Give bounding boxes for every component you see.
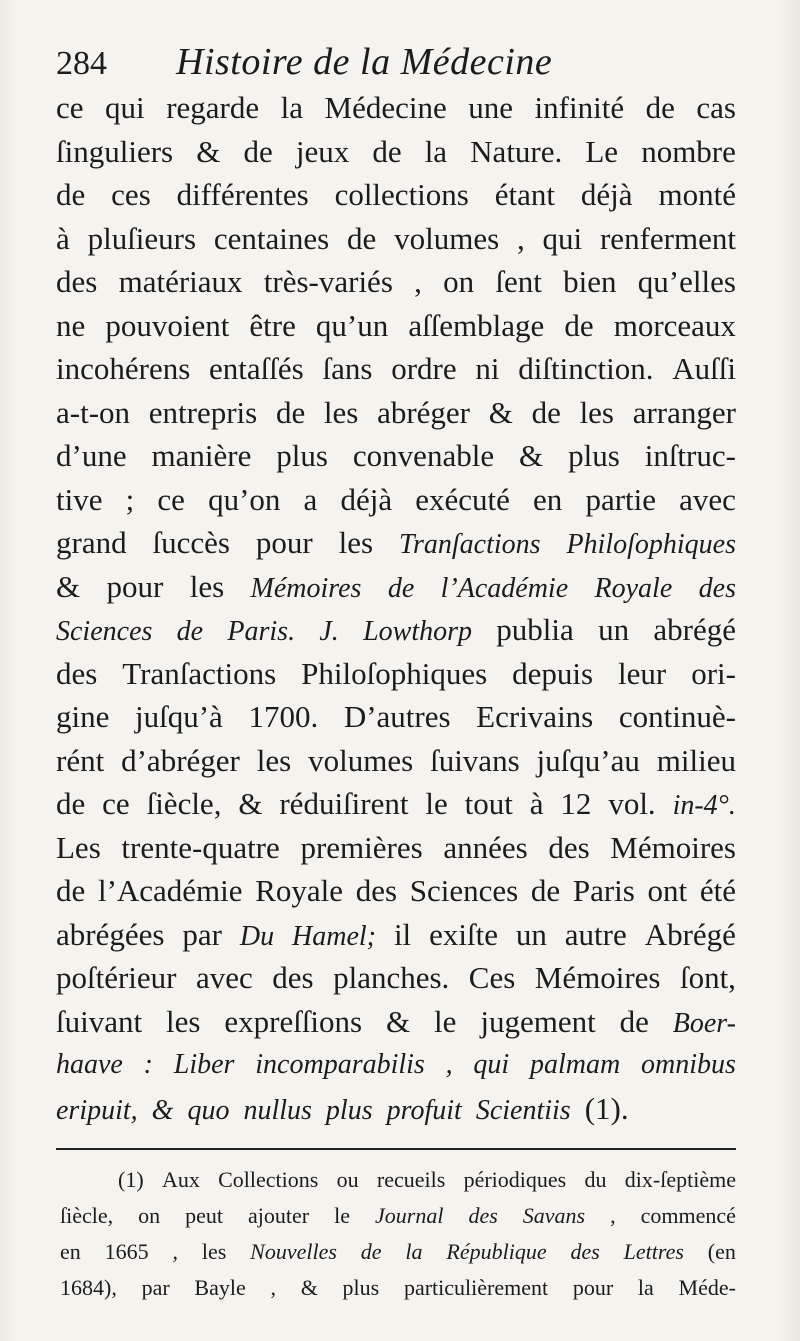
word: de xyxy=(243,133,273,169)
word: expreſſions xyxy=(224,1003,363,1039)
word: nullus xyxy=(243,1094,312,1126)
word: la xyxy=(424,133,448,169)
word: des xyxy=(355,873,398,908)
text-line xyxy=(56,1000,736,1044)
word: qu’un xyxy=(315,307,389,343)
word: Scientiis xyxy=(475,1094,571,1126)
word: à xyxy=(529,786,544,821)
word: de xyxy=(347,220,377,256)
word: en xyxy=(533,481,563,517)
word: (en xyxy=(707,1239,736,1264)
word: centaines xyxy=(213,220,330,256)
word: & xyxy=(488,394,513,430)
text-line xyxy=(56,782,736,826)
word: la xyxy=(280,90,304,125)
word: à xyxy=(56,220,70,256)
word: années xyxy=(443,829,528,865)
word: ou xyxy=(336,1167,359,1192)
word: différentes xyxy=(176,177,309,212)
word: premières xyxy=(300,829,423,865)
word: Paris xyxy=(572,873,635,908)
word: des xyxy=(56,264,98,299)
word: de xyxy=(372,133,402,169)
word: Ecrivains xyxy=(476,699,594,734)
word: du xyxy=(584,1167,607,1192)
text-line xyxy=(56,565,736,609)
text-line xyxy=(56,391,736,435)
word: : xyxy=(143,1049,153,1080)
word: Liber xyxy=(173,1049,235,1080)
word: le xyxy=(334,1203,351,1228)
word: poſtérieur xyxy=(56,960,177,995)
word: ſont, xyxy=(679,960,736,995)
word: Paris. xyxy=(227,616,296,647)
word: qui xyxy=(542,220,583,256)
word: qui xyxy=(105,90,145,125)
word: nombre xyxy=(641,133,736,169)
word: Sciences xyxy=(409,873,519,908)
word: les xyxy=(579,394,614,430)
word: peut xyxy=(185,1203,224,1228)
word: ordre xyxy=(391,351,457,386)
word: réduiſirent xyxy=(279,786,409,821)
word: & xyxy=(300,1275,318,1300)
word: incomparabilis xyxy=(255,1049,425,1080)
text-line xyxy=(56,695,736,739)
word: Ces xyxy=(468,960,516,995)
text-line xyxy=(56,608,736,652)
word: pour xyxy=(255,525,313,560)
word: collections xyxy=(334,177,469,212)
word: déjà xyxy=(580,177,633,212)
text-line xyxy=(56,826,736,870)
running-title: Histoire de la Médecine xyxy=(176,41,553,83)
word: morceaux xyxy=(613,307,736,343)
word: inſtruc- xyxy=(644,438,736,473)
word: profuit xyxy=(386,1094,462,1126)
word: plus xyxy=(276,438,328,473)
word: de xyxy=(176,616,204,647)
word: les xyxy=(323,394,359,430)
word: de xyxy=(387,572,415,604)
word: ce xyxy=(102,786,130,821)
word: on xyxy=(138,1203,161,1228)
word: plus xyxy=(568,438,620,473)
text-line xyxy=(56,260,736,304)
word: volumes xyxy=(308,742,414,778)
word: avec xyxy=(679,481,736,517)
word: une xyxy=(468,90,514,125)
word: ſiècle, xyxy=(146,786,222,821)
word: incohérens xyxy=(56,351,191,386)
word: ces xyxy=(111,177,151,212)
text-line xyxy=(56,869,736,913)
word: abrégé xyxy=(653,612,736,647)
text-line xyxy=(56,217,736,261)
word: des xyxy=(698,572,736,604)
text-line xyxy=(56,1043,736,1087)
word: Auſſi xyxy=(672,351,736,386)
word: ne xyxy=(56,307,86,343)
text-line xyxy=(56,434,736,478)
word: ſans xyxy=(322,351,373,386)
word: des xyxy=(56,655,98,691)
word: Philoſophiques xyxy=(301,655,488,691)
word: d’abréger xyxy=(121,742,240,778)
word: partie xyxy=(585,481,657,517)
word: , xyxy=(516,220,525,256)
word: trente-quatre xyxy=(121,829,280,865)
word: plus xyxy=(325,1094,373,1126)
word: ſinguliers xyxy=(56,133,174,169)
text-line xyxy=(56,1087,736,1131)
text-line xyxy=(56,739,736,783)
word: Hamel; xyxy=(292,920,377,952)
word: continuè- xyxy=(618,699,736,734)
word: a-t-on xyxy=(56,394,131,430)
word: ſuivant xyxy=(56,1003,143,1039)
word: de xyxy=(56,786,86,821)
word: des xyxy=(272,960,314,995)
word: des xyxy=(570,1239,600,1264)
word: vol. xyxy=(608,786,656,821)
word: Journal xyxy=(375,1203,444,1228)
word: Royale xyxy=(594,572,673,604)
word: les xyxy=(201,1239,227,1264)
word: infinité xyxy=(534,90,625,125)
word: rént xyxy=(56,742,105,778)
word: regarde xyxy=(166,90,260,125)
text-line xyxy=(56,130,736,174)
word: ori- xyxy=(691,655,736,691)
word: ſuccès xyxy=(152,525,230,560)
word: la xyxy=(637,1275,654,1300)
body-text xyxy=(56,86,736,1130)
word: ce xyxy=(157,481,185,517)
word: bien xyxy=(563,264,617,299)
word: jeux xyxy=(295,133,350,169)
word: Mémoires xyxy=(250,572,362,604)
text-line xyxy=(56,478,736,522)
word: de xyxy=(275,394,306,430)
word: en xyxy=(60,1239,81,1264)
word: volumes xyxy=(394,220,500,256)
text-line xyxy=(56,347,736,391)
word: Nouvelles xyxy=(250,1239,337,1264)
word: 1684), xyxy=(60,1275,117,1300)
word: des xyxy=(468,1203,498,1228)
word: Mémoires xyxy=(610,829,736,865)
word: & xyxy=(56,568,81,604)
word: Lowthorp xyxy=(363,616,473,647)
word: plus xyxy=(342,1275,380,1300)
word: , xyxy=(270,1275,276,1300)
word: & xyxy=(151,1094,174,1126)
word: Collections xyxy=(218,1167,319,1192)
word: il xyxy=(393,916,412,952)
word: omnibus xyxy=(641,1049,736,1080)
word: monté xyxy=(658,177,736,212)
word: l’Académie xyxy=(440,572,569,604)
word: les xyxy=(166,1003,201,1039)
footnote-line xyxy=(60,1162,736,1198)
word: 1700. xyxy=(248,699,319,734)
word: qui xyxy=(473,1049,510,1080)
word: haave xyxy=(56,1049,123,1080)
word: ce xyxy=(56,90,84,125)
text-line xyxy=(56,913,736,957)
word: (1) xyxy=(118,1167,144,1192)
word: la xyxy=(405,1239,423,1264)
word: recueils xyxy=(376,1167,446,1192)
word: & xyxy=(386,1003,411,1039)
word: cas xyxy=(696,90,736,125)
word: aſſemblage xyxy=(408,307,545,343)
word: , xyxy=(414,264,422,299)
text-line xyxy=(56,521,736,565)
word: depuis xyxy=(512,655,594,691)
word: J. xyxy=(319,616,339,647)
word: ni xyxy=(475,351,500,386)
word: autre xyxy=(564,916,627,952)
word: entaſſés xyxy=(209,351,304,386)
text-line xyxy=(56,86,736,130)
footnote-divider xyxy=(56,1148,736,1150)
word: des xyxy=(548,829,590,865)
word: de xyxy=(531,394,561,430)
word: tive xyxy=(56,481,103,517)
word: juſqu’au xyxy=(536,742,640,778)
word: renferment xyxy=(599,220,736,256)
word: exiſte xyxy=(429,916,498,952)
word: ont xyxy=(647,873,688,908)
word: étant xyxy=(494,177,556,212)
word: de xyxy=(56,177,86,212)
word: très-variés xyxy=(263,264,393,299)
word: d’une xyxy=(56,438,127,473)
word: par xyxy=(141,1275,170,1300)
word: leur xyxy=(618,655,667,691)
word: Médecine xyxy=(324,90,447,125)
word: abrégées xyxy=(56,916,165,952)
word: pour xyxy=(106,568,164,604)
word: gine xyxy=(56,699,110,734)
word: & xyxy=(196,133,221,169)
word: in-4°. xyxy=(672,790,736,821)
word: (1). xyxy=(584,1090,629,1126)
word: Bayle xyxy=(194,1275,246,1300)
word: arranger xyxy=(632,394,736,430)
word: le xyxy=(434,1003,457,1039)
word: qu’elles xyxy=(637,264,736,299)
word: ſiècle, xyxy=(60,1203,114,1228)
word: Sciences xyxy=(56,616,153,647)
word: ajouter xyxy=(248,1203,310,1228)
word: , xyxy=(610,1203,616,1228)
word: quo xyxy=(187,1094,230,1126)
word: pouvoient xyxy=(105,307,230,343)
word: palmam xyxy=(530,1049,621,1080)
word: de xyxy=(56,873,86,908)
word: & xyxy=(238,786,263,821)
word: l’Académie xyxy=(97,873,243,908)
word: Lettres xyxy=(623,1239,684,1264)
word: D’autres xyxy=(343,699,451,734)
word: par xyxy=(182,916,222,952)
word: Aux xyxy=(161,1167,200,1192)
word: Du xyxy=(239,920,275,952)
word: pluſieurs xyxy=(87,220,197,256)
page-number: 284 xyxy=(56,45,107,82)
word: Nature. xyxy=(470,133,563,169)
word: ſuivans xyxy=(430,742,520,778)
word: les xyxy=(256,742,292,778)
text-line xyxy=(56,173,736,217)
word: de xyxy=(645,90,675,125)
word: abréger xyxy=(377,394,471,430)
footnote-line xyxy=(60,1270,736,1306)
word: , xyxy=(445,1049,453,1080)
word: de xyxy=(564,307,594,343)
word: juſqu’à xyxy=(135,699,223,734)
word: Tranſactions xyxy=(398,529,541,560)
word: ſent xyxy=(495,264,542,299)
word: planches. xyxy=(333,960,450,995)
word: , xyxy=(172,1239,178,1264)
word: périodiques xyxy=(463,1167,567,1192)
word: manière xyxy=(151,438,252,473)
word: République xyxy=(446,1239,547,1264)
word: Les xyxy=(56,829,101,865)
word: Philoſophiques xyxy=(566,529,736,560)
text-line xyxy=(56,956,736,1000)
footnote-line xyxy=(60,1198,736,1234)
word: de xyxy=(360,1239,382,1264)
word: convenable xyxy=(352,438,495,473)
word: qu’on xyxy=(208,481,281,517)
footnote-line xyxy=(60,1234,736,1270)
word: de xyxy=(530,873,561,908)
footnote xyxy=(60,1162,736,1306)
word: jugement xyxy=(480,1003,596,1039)
word: & xyxy=(519,438,544,473)
word: Boer- xyxy=(672,1007,736,1039)
word: les xyxy=(338,525,374,560)
word: milieu xyxy=(656,742,736,778)
word: le xyxy=(425,786,448,821)
word: diſtinction. xyxy=(518,351,654,386)
word: tout xyxy=(464,786,513,821)
word: déjà xyxy=(340,481,393,517)
word: Tranſactions xyxy=(122,655,277,691)
word: avec xyxy=(196,960,253,995)
text-line xyxy=(56,304,736,348)
word: matériaux xyxy=(118,264,243,299)
word: commencé xyxy=(640,1203,736,1228)
word: dix-ſeptième xyxy=(624,1167,736,1192)
word: un xyxy=(515,916,547,952)
word: de xyxy=(619,1003,649,1039)
word: être xyxy=(249,307,296,343)
word: Le xyxy=(585,133,619,169)
word: 12 xyxy=(560,786,592,821)
word: on xyxy=(443,264,475,299)
word: Méde- xyxy=(678,1275,736,1300)
word: grand xyxy=(56,525,127,560)
word: Savans xyxy=(522,1203,586,1228)
word: Royale xyxy=(255,873,344,908)
word: a xyxy=(303,481,318,517)
word: entrepris xyxy=(148,394,258,430)
word: les xyxy=(189,568,225,604)
word: ; xyxy=(125,481,135,517)
word: eripuit, xyxy=(56,1094,138,1126)
word: pour xyxy=(572,1275,614,1300)
word: été xyxy=(699,873,736,908)
word: Mémoires xyxy=(534,960,661,995)
word: exécuté xyxy=(415,481,510,517)
word: particulièrement xyxy=(403,1275,549,1300)
word: 1665 xyxy=(104,1239,149,1264)
word: un xyxy=(598,612,630,647)
word: publia xyxy=(496,612,574,647)
word: Abrégé xyxy=(644,916,736,952)
text-line xyxy=(56,652,736,696)
